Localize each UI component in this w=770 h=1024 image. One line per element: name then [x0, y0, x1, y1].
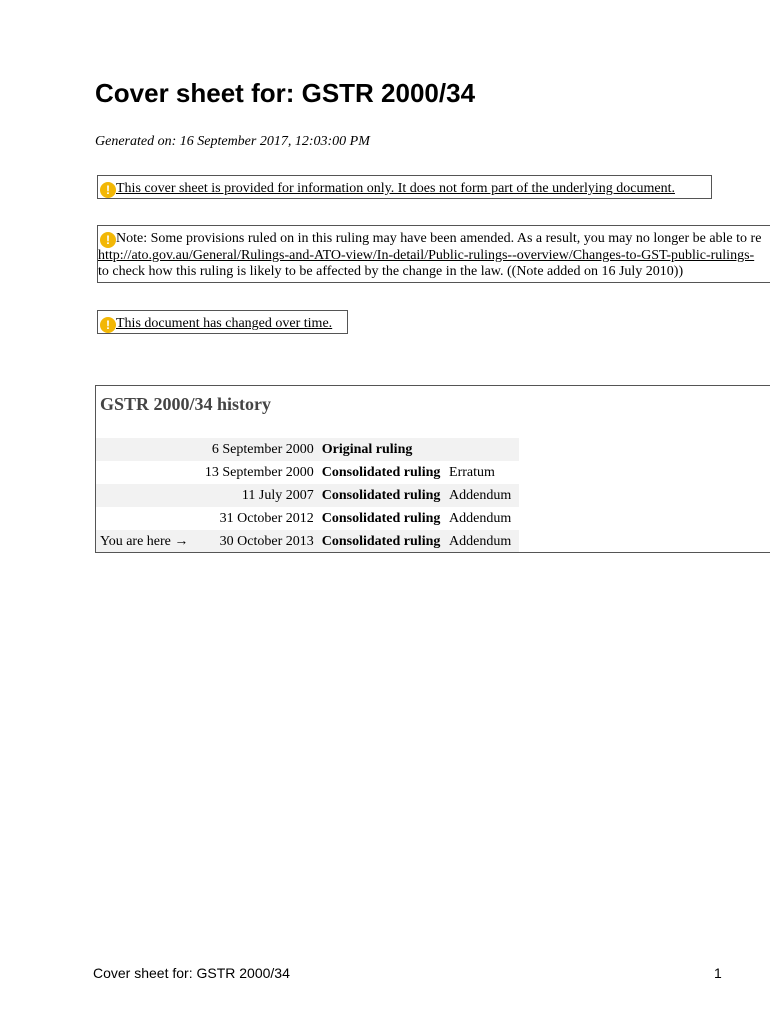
footer-title: Cover sheet for: GSTR 2000/34 [93, 965, 290, 981]
history-kind: Addendum [449, 510, 512, 526]
history-heading: GSTR 2000/34 history [100, 394, 272, 414]
page-number: 1 [714, 965, 722, 981]
history-kind [445, 438, 519, 461]
history-date: 13 September 2000 [204, 464, 314, 480]
you-are-here [96, 438, 198, 461]
history-date: 11 July 2007 [198, 484, 318, 507]
you-are-here [96, 461, 198, 484]
warning-icon: ! [100, 232, 116, 248]
amended-text-end: to check how this ruling is likely to be affected by the change in the law. ((Note added on 16 July 2010)) [98, 264, 684, 279]
table-row [96, 438, 519, 461]
history-date: 31 October 2012 [219, 510, 314, 526]
history-kind: Addendum [445, 530, 519, 553]
you-are-here [96, 507, 198, 530]
warning-icon: ! [100, 182, 116, 198]
page-title: Cover sheet for: GSTR 2000/34 [95, 78, 476, 108]
history-type: Consolidated ruling [318, 530, 445, 553]
table-row [96, 484, 519, 507]
history-kind: Erratum [449, 464, 495, 480]
amended-notice [97, 225, 770, 283]
generated-date: Generated on: 16 September 2017, 12:03:00 PM [95, 134, 370, 149]
changes-link[interactable]: http://ato.gov.au/General/Rulings-and-ATO-view/In-detail/Public-rulings--overview/Changes-to-GST-public-rulings- [98, 248, 755, 263]
table-row [96, 461, 519, 484]
history-table [96, 438, 519, 553]
changed-notice [97, 310, 348, 334]
table-row [96, 530, 519, 553]
history-type: Consolidated ruling [318, 484, 445, 507]
you-are-here: You are here → [96, 530, 198, 553]
history-date: 30 October 2013 [198, 530, 318, 553]
you-are-here [96, 484, 198, 507]
amended-text: Note: Some provisions ruled on in this ruling may have been amended. As a result, you may no longer be able to re [116, 231, 762, 246]
history-kind: Addendum [445, 484, 519, 507]
changed-text: This document has changed over time. [116, 316, 333, 331]
history-date: 6 September 2000 [198, 438, 318, 461]
warning-icon: ! [100, 317, 116, 333]
info-only-text: This cover sheet is provided for information only. It does not form part of the underlying document. [116, 181, 675, 196]
info-only-notice [97, 175, 712, 199]
history-panel [95, 385, 770, 553]
history-type: Consolidated ruling [321, 510, 441, 526]
history-type: Consolidated ruling [321, 464, 441, 480]
table-row [96, 507, 519, 530]
history-type: Original ruling [318, 438, 445, 461]
